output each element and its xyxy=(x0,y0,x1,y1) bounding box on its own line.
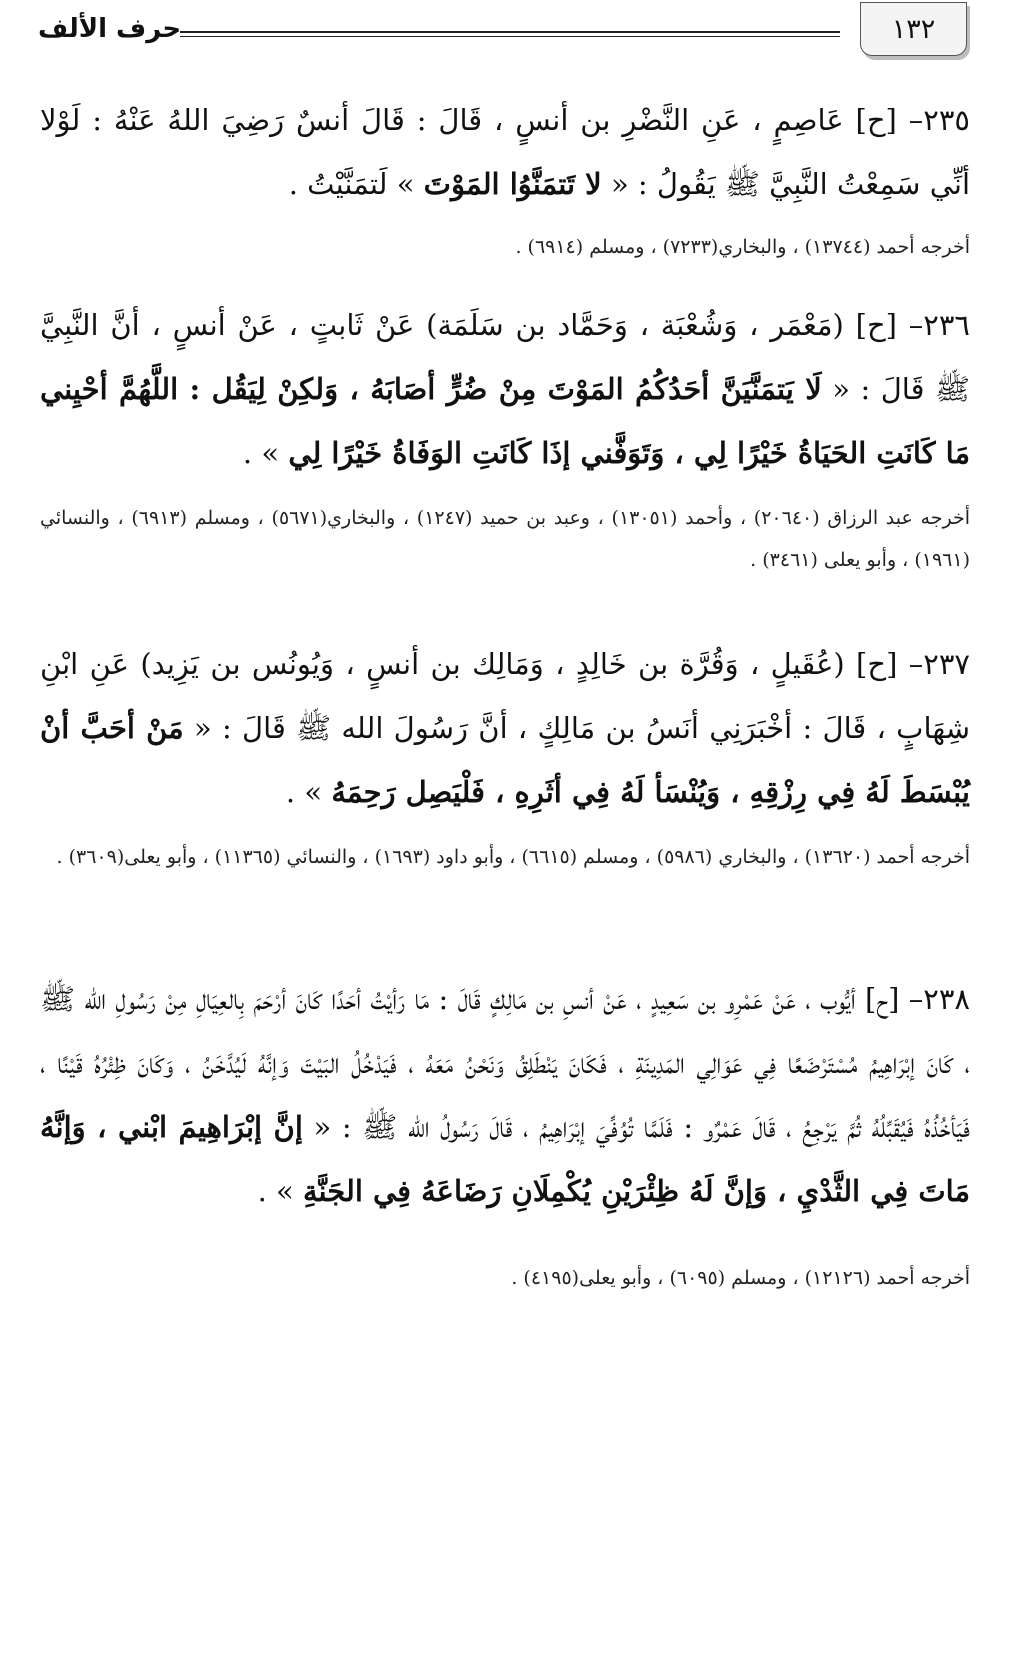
entry-close: » . xyxy=(285,775,332,809)
hadith-text: مَنْ أحَبَّ أنْ يُبْسَطَ لَهُ فِي رِزْقِهِ ، وَيُنْسَأ لَهُ فِي أثَرِهِ ، فَلْيَصِل رَحِمَهُ xyxy=(40,711,970,809)
entry-number: ٢٣٦ xyxy=(923,308,970,342)
hadith-entry xyxy=(40,967,970,1299)
hadith-text: إنَّ إبْرَاهِيمَ ابْني ، وَإنَّهُ مَاتَ فِي الثَّدْيِ ، وَإنَّ لَهُ ظِئْرَيْنِ يُكْمِلَانِ رَضَاعَهُ فِي الجَنَّةِ xyxy=(40,1110,970,1208)
hadith-entry xyxy=(40,88,970,268)
entry-number: ٢٣٨ xyxy=(923,982,970,1016)
entry-chain: – [ح] (مَعْمَر ، وَشُعْبَة ، وَحَمَّاد بن سَلَمَة) عَنْ ثَابتٍ ، عَنْ أنسٍ ، أنَّ النَّبِيَّ ﷺ قَالَ : « xyxy=(40,308,970,406)
takhrij-note: أخرجه أحمد (١٢١٢٦) ، ومسلم (٦٠٩٥) ، وأبو يعلى(٤١٩٥) . xyxy=(511,1267,970,1289)
entry-number: ٢٣٧ xyxy=(923,647,970,681)
page-number: ١٣٢ xyxy=(860,2,967,56)
chapter-title: حرف الألف xyxy=(38,14,182,44)
entry-close: » . xyxy=(242,436,289,470)
entry-chain: – [ح] أيُّوب ، عَنْ عَمْرِو بن سَعِيدٍ ، عَنْ أنسِ بن مَالِكٍ قَالَ : مَا رَأيْتُ أحَدًا كَانَ أرْحَمَ بِالعِيَالِ مِنْ رَسُولِ الله ﷺ ، كَانَ إبْرَاهِيمُ مُسْتَرْضَعًا فِي عَوَالِي المَدِينَةِ ، فَكَانَ يَنْطَلِقُ وَنَحْنُ مَعَهُ ، فَيَدْخُلُ البَيْتَ وَإنَّهُ لَيُدَّخَنُ ، وَكَانَ ظِئْرُهُ قَيْنًا ، فَيَأخُذُهُ فَيُقَبِّلُهُ ثُمَّ يَرْجِعُ ، قَالَ عَمْرٌو : فَلَمَّا تُوُفِّيَ إبْرَاهِيمُ ، قَالَ رَسُولُ الله ﷺ : « xyxy=(40,982,970,1144)
entry-chain: – [ح] (عُقَيلٍ ، وَقُرَّة بن خَالِدٍ ، وَمَالِك بن أنسٍ ، وَيُونُس بن يَزِيد) عَنِ ابْنِ شِهَابٍ ، قَالَ : أخْبَرَنِي أنَسُ بن مَالِكٍ ، أنَّ رَسُولَ الله ﷺ قَالَ : « xyxy=(40,647,970,745)
hadith-text: لا تَتمَنَّوُا المَوْتَ xyxy=(423,167,602,201)
header-rule xyxy=(180,31,840,37)
hadith-entry xyxy=(40,632,970,878)
takhrij-note: أخرجه أحمد (١٣٧٤٤) ، والبخاري(٧٢٣٣) ، ومسلم (٦٩١٤) . xyxy=(515,236,970,258)
entry-close: » . xyxy=(257,1174,303,1208)
entry-close: » لَتمَنَّيْتُ . xyxy=(288,167,424,201)
hadith-entry xyxy=(40,293,970,581)
hadith-text: لَا يَتمَنَّيَنَّ أحَدُكُمُ المَوْتَ مِنْ ضُرٍّ أصَابَهُ ، وَلكِنْ لِيَقُل : اللَّهُمَّ أحْيِني مَا كَانَتِ الحَيَاةُ خَيْرًا لِي ، وَتَوَفَّني إذَا كَانَتِ الوَفَاةُ خَيْرًا لِي xyxy=(40,372,970,470)
entry-text xyxy=(40,967,970,1223)
entry-text xyxy=(40,293,970,485)
takhrij-note: أخرجه عبد الرزاق (٢٠٦٤٠) ، وأحمد (١٣٠٥١) ، وعبد بن حميد (١٢٤٧) ، والبخاري(٥٦٧١) ، ومسلم (٦٩١٣) ، والنسائي (١٩٦١) ، وأبو يعلى (٣٤٦١) . xyxy=(40,507,970,571)
entry-text xyxy=(40,632,970,824)
page-header xyxy=(30,0,980,70)
entry-text xyxy=(40,88,970,216)
entry-chain: – [ح] عَاصِمٍ ، عَنِ النَّضْرِ بن أنسٍ ، قَالَ : قَالَ أنسٌ رَضِيَ اللهُ عَنْهُ : لَوْلا أنِّي سَمِعْتُ النَّبِيَّ ﷺ يَقُولُ : « xyxy=(40,103,970,201)
takhrij-note: أخرجه أحمد (١٣٦٢٠) ، والبخاري (٥٩٨٦) ، ومسلم (٦٦١٥) ، وأبو داود (١٦٩٣) ، والنسائي (١١٣٦٥) ، وأبو يعلى(٣٦٠٩) . xyxy=(56,846,970,868)
entry-number: ٢٣٥ xyxy=(923,103,970,137)
